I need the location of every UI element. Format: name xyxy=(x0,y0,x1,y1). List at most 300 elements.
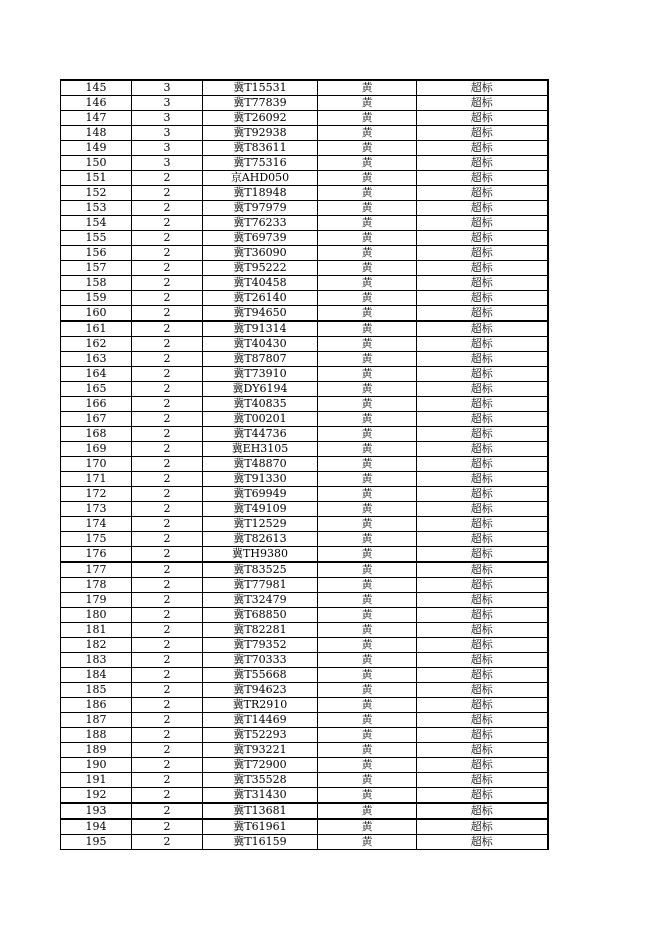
status-cell: 超标 xyxy=(417,773,548,788)
level-cell: 2 xyxy=(132,819,203,835)
row-number-cell: 154 xyxy=(61,216,132,231)
plate-color-cell: 黄 xyxy=(318,835,417,850)
plate-color-cell: 黄 xyxy=(318,728,417,743)
level-cell: 2 xyxy=(132,788,203,804)
plate-number-cell: 冀T61961 xyxy=(203,819,318,835)
row-number-cell: 173 xyxy=(61,502,132,517)
plate-color-cell: 黄 xyxy=(318,261,417,276)
level-cell: 2 xyxy=(132,306,203,322)
row-number-cell: 147 xyxy=(61,111,132,126)
plate-color-cell: 黄 xyxy=(318,608,417,623)
plate-number-cell: 冀T73910 xyxy=(203,367,318,382)
level-cell: 2 xyxy=(132,291,203,306)
level-cell: 2 xyxy=(132,502,203,517)
level-cell: 2 xyxy=(132,758,203,773)
plate-number-cell: 冀T40458 xyxy=(203,276,318,291)
level-cell: 2 xyxy=(132,186,203,201)
table-row xyxy=(61,743,548,758)
table-row xyxy=(61,668,548,683)
status-cell: 超标 xyxy=(417,367,548,382)
row-number-cell: 195 xyxy=(61,835,132,850)
status-cell: 超标 xyxy=(417,231,548,246)
status-cell: 超标 xyxy=(417,638,548,653)
table-row xyxy=(61,683,548,698)
plate-number-cell: 冀T94623 xyxy=(203,683,318,698)
plate-number-cell: 冀T69949 xyxy=(203,487,318,502)
status-cell: 超标 xyxy=(417,683,548,698)
status-cell: 超标 xyxy=(417,743,548,758)
plate-color-cell: 黄 xyxy=(318,156,417,171)
level-cell: 2 xyxy=(132,427,203,442)
row-number-cell: 156 xyxy=(61,246,132,261)
level-cell: 2 xyxy=(132,216,203,231)
table-row xyxy=(61,291,548,306)
plate-number-cell: 冀T97979 xyxy=(203,201,318,216)
plate-color-cell: 黄 xyxy=(318,562,417,578)
level-cell: 2 xyxy=(132,246,203,261)
plate-color-cell: 黄 xyxy=(318,276,417,291)
plate-color-cell: 黄 xyxy=(318,638,417,653)
level-cell: 2 xyxy=(132,442,203,457)
level-cell: 2 xyxy=(132,487,203,502)
table-row xyxy=(61,337,548,352)
table-row xyxy=(61,246,548,261)
plate-number-cell: 冀T91314 xyxy=(203,321,318,337)
table-body xyxy=(61,80,548,850)
status-cell: 超标 xyxy=(417,412,548,427)
table-row xyxy=(61,547,548,563)
plate-number-cell: 冀T92938 xyxy=(203,126,318,141)
plate-color-cell: 黄 xyxy=(318,758,417,773)
level-cell: 3 xyxy=(132,80,203,96)
plate-color-cell: 黄 xyxy=(318,578,417,593)
plate-color-cell: 黄 xyxy=(318,126,417,141)
plate-color-cell: 黄 xyxy=(318,442,417,457)
status-cell: 超标 xyxy=(417,80,548,96)
level-cell: 2 xyxy=(132,517,203,532)
status-cell: 超标 xyxy=(417,427,548,442)
plate-number-cell: 冀T76233 xyxy=(203,216,318,231)
level-cell: 2 xyxy=(132,201,203,216)
plate-number-cell: 冀T14469 xyxy=(203,713,318,728)
row-number-cell: 183 xyxy=(61,653,132,668)
table-row xyxy=(61,306,548,322)
row-number-cell: 161 xyxy=(61,321,132,337)
level-cell: 2 xyxy=(132,337,203,352)
row-number-cell: 185 xyxy=(61,683,132,698)
row-number-cell: 167 xyxy=(61,412,132,427)
status-cell: 超标 xyxy=(417,532,548,547)
status-cell: 超标 xyxy=(417,472,548,487)
plate-color-cell: 黄 xyxy=(318,472,417,487)
level-cell: 2 xyxy=(132,593,203,608)
plate-color-cell: 黄 xyxy=(318,141,417,156)
table-row xyxy=(61,126,548,141)
row-number-cell: 146 xyxy=(61,96,132,111)
row-number-cell: 145 xyxy=(61,80,132,96)
status-cell: 超标 xyxy=(417,713,548,728)
plate-color-cell: 黄 xyxy=(318,427,417,442)
status-cell: 超标 xyxy=(417,156,548,171)
status-cell: 超标 xyxy=(417,276,548,291)
table-row xyxy=(61,487,548,502)
status-cell: 超标 xyxy=(417,698,548,713)
row-number-cell: 194 xyxy=(61,819,132,835)
plate-color-cell: 黄 xyxy=(318,698,417,713)
plate-color-cell: 黄 xyxy=(318,457,417,472)
row-number-cell: 192 xyxy=(61,788,132,804)
row-number-cell: 163 xyxy=(61,352,132,367)
status-cell: 超标 xyxy=(417,261,548,276)
plate-color-cell: 黄 xyxy=(318,773,417,788)
status-cell: 超标 xyxy=(417,171,548,186)
status-cell: 超标 xyxy=(417,819,548,835)
table-row xyxy=(61,321,548,337)
table-row xyxy=(61,352,548,367)
row-number-cell: 160 xyxy=(61,306,132,322)
level-cell: 2 xyxy=(132,608,203,623)
plate-number-cell: 冀T52293 xyxy=(203,728,318,743)
plate-color-cell: 黄 xyxy=(318,352,417,367)
row-number-cell: 159 xyxy=(61,291,132,306)
status-cell: 超标 xyxy=(417,201,548,216)
level-cell: 2 xyxy=(132,803,203,819)
plate-color-cell: 黄 xyxy=(318,788,417,804)
row-number-cell: 169 xyxy=(61,442,132,457)
level-cell: 2 xyxy=(132,547,203,563)
plate-number-cell: 冀T36090 xyxy=(203,246,318,261)
plate-color-cell: 黄 xyxy=(318,111,417,126)
level-cell: 2 xyxy=(132,532,203,547)
table-row xyxy=(61,457,548,472)
table-row xyxy=(61,803,548,819)
plate-color-cell: 黄 xyxy=(318,80,417,96)
level-cell: 2 xyxy=(132,728,203,743)
table-row xyxy=(61,835,548,850)
plate-number-cell: 冀T32479 xyxy=(203,593,318,608)
plate-number-cell: 冀T77839 xyxy=(203,96,318,111)
table-row xyxy=(61,186,548,201)
plate-color-cell: 黄 xyxy=(318,668,417,683)
status-cell: 超标 xyxy=(417,352,548,367)
plate-number-cell: 冀T48870 xyxy=(203,457,318,472)
level-cell: 2 xyxy=(132,683,203,698)
status-cell: 超标 xyxy=(417,246,548,261)
status-cell: 超标 xyxy=(417,623,548,638)
plate-color-cell: 黄 xyxy=(318,713,417,728)
plate-number-cell: 冀T40430 xyxy=(203,337,318,352)
level-cell: 2 xyxy=(132,261,203,276)
table-row xyxy=(61,96,548,111)
table-row xyxy=(61,171,548,186)
status-cell: 超标 xyxy=(417,578,548,593)
level-cell: 2 xyxy=(132,638,203,653)
plate-number-cell: 冀T55668 xyxy=(203,668,318,683)
plate-number-cell: 冀T15531 xyxy=(203,80,318,96)
row-number-cell: 148 xyxy=(61,126,132,141)
level-cell: 2 xyxy=(132,171,203,186)
plate-color-cell: 黄 xyxy=(318,819,417,835)
row-number-cell: 165 xyxy=(61,382,132,397)
table-row xyxy=(61,698,548,713)
table-row xyxy=(61,141,548,156)
plate-number-cell: 冀T44736 xyxy=(203,427,318,442)
plate-number-cell: 冀T49109 xyxy=(203,502,318,517)
level-cell: 3 xyxy=(132,156,203,171)
plate-number-cell: 冀EH3105 xyxy=(203,442,318,457)
plate-color-cell: 黄 xyxy=(318,412,417,427)
plate-number-cell: 冀T75316 xyxy=(203,156,318,171)
level-cell: 2 xyxy=(132,412,203,427)
row-number-cell: 180 xyxy=(61,608,132,623)
status-cell: 超标 xyxy=(417,803,548,819)
plate-color-cell: 黄 xyxy=(318,683,417,698)
table-row xyxy=(61,412,548,427)
table-row xyxy=(61,623,548,638)
plate-color-cell: 黄 xyxy=(318,216,417,231)
plate-color-cell: 黄 xyxy=(318,743,417,758)
row-number-cell: 150 xyxy=(61,156,132,171)
status-cell: 超标 xyxy=(417,126,548,141)
row-number-cell: 189 xyxy=(61,743,132,758)
row-number-cell: 149 xyxy=(61,141,132,156)
row-number-cell: 178 xyxy=(61,578,132,593)
row-number-cell: 190 xyxy=(61,758,132,773)
table-row xyxy=(61,502,548,517)
level-cell: 2 xyxy=(132,562,203,578)
level-cell: 2 xyxy=(132,397,203,412)
plate-color-cell: 黄 xyxy=(318,397,417,412)
status-cell: 超标 xyxy=(417,111,548,126)
level-cell: 3 xyxy=(132,111,203,126)
table-row xyxy=(61,593,548,608)
plate-number-cell: 冀T13681 xyxy=(203,803,318,819)
plate-number-cell: 冀T95222 xyxy=(203,261,318,276)
plate-number-cell: 冀T94650 xyxy=(203,306,318,322)
plate-color-cell: 黄 xyxy=(318,306,417,322)
plate-color-cell: 黄 xyxy=(318,382,417,397)
table-row xyxy=(61,156,548,171)
plate-number-cell: 冀T82613 xyxy=(203,532,318,547)
level-cell: 2 xyxy=(132,382,203,397)
row-number-cell: 174 xyxy=(61,517,132,532)
plate-number-cell: 冀T16159 xyxy=(203,835,318,850)
status-cell: 超标 xyxy=(417,397,548,412)
status-cell: 超标 xyxy=(417,653,548,668)
row-number-cell: 191 xyxy=(61,773,132,788)
table-row xyxy=(61,562,548,578)
table-row xyxy=(61,758,548,773)
table-row xyxy=(61,442,548,457)
row-number-cell: 193 xyxy=(61,803,132,819)
table-row xyxy=(61,261,548,276)
plate-number-cell: 冀TH9380 xyxy=(203,547,318,563)
status-cell: 超标 xyxy=(417,141,548,156)
level-cell: 3 xyxy=(132,141,203,156)
status-cell: 超标 xyxy=(417,96,548,111)
plate-color-cell: 黄 xyxy=(318,201,417,216)
plate-number-cell: 冀T18948 xyxy=(203,186,318,201)
row-number-cell: 175 xyxy=(61,532,132,547)
plate-color-cell: 黄 xyxy=(318,171,417,186)
row-number-cell: 157 xyxy=(61,261,132,276)
row-number-cell: 186 xyxy=(61,698,132,713)
table-row xyxy=(61,397,548,412)
status-cell: 超标 xyxy=(417,487,548,502)
status-cell: 超标 xyxy=(417,593,548,608)
row-number-cell: 181 xyxy=(61,623,132,638)
table-row xyxy=(61,472,548,487)
level-cell: 2 xyxy=(132,321,203,337)
status-cell: 超标 xyxy=(417,758,548,773)
plate-color-cell: 黄 xyxy=(318,321,417,337)
level-cell: 2 xyxy=(132,743,203,758)
spreadsheet-page xyxy=(60,79,549,850)
row-number-cell: 172 xyxy=(61,487,132,502)
row-number-cell: 184 xyxy=(61,668,132,683)
plate-color-cell: 黄 xyxy=(318,337,417,352)
plate-number-cell: 冀T91330 xyxy=(203,472,318,487)
level-cell: 3 xyxy=(132,126,203,141)
table-row xyxy=(61,80,548,96)
plate-color-cell: 黄 xyxy=(318,367,417,382)
table-row xyxy=(61,819,548,835)
plate-color-cell: 黄 xyxy=(318,96,417,111)
row-number-cell: 187 xyxy=(61,713,132,728)
table-row xyxy=(61,653,548,668)
plate-color-cell: 黄 xyxy=(318,502,417,517)
table-row xyxy=(61,578,548,593)
row-number-cell: 158 xyxy=(61,276,132,291)
status-cell: 超标 xyxy=(417,337,548,352)
plate-color-cell: 黄 xyxy=(318,231,417,246)
row-number-cell: 170 xyxy=(61,457,132,472)
level-cell: 2 xyxy=(132,623,203,638)
status-cell: 超标 xyxy=(417,547,548,563)
plate-color-cell: 黄 xyxy=(318,532,417,547)
level-cell: 3 xyxy=(132,96,203,111)
status-cell: 超标 xyxy=(417,608,548,623)
table-row xyxy=(61,773,548,788)
level-cell: 2 xyxy=(132,276,203,291)
vehicle-table xyxy=(60,79,549,850)
level-cell: 2 xyxy=(132,668,203,683)
plate-number-cell: 冀T35528 xyxy=(203,773,318,788)
plate-color-cell: 黄 xyxy=(318,517,417,532)
table-row xyxy=(61,201,548,216)
row-number-cell: 166 xyxy=(61,397,132,412)
status-cell: 超标 xyxy=(417,442,548,457)
row-number-cell: 182 xyxy=(61,638,132,653)
row-number-cell: 176 xyxy=(61,547,132,563)
status-cell: 超标 xyxy=(417,668,548,683)
plate-number-cell: 冀T69739 xyxy=(203,231,318,246)
plate-color-cell: 黄 xyxy=(318,246,417,261)
level-cell: 2 xyxy=(132,713,203,728)
plate-number-cell: 冀T31430 xyxy=(203,788,318,804)
plate-number-cell: 京AHD050 xyxy=(203,171,318,186)
status-cell: 超标 xyxy=(417,382,548,397)
status-cell: 超标 xyxy=(417,306,548,322)
row-number-cell: 153 xyxy=(61,201,132,216)
plate-number-cell: 冀T00201 xyxy=(203,412,318,427)
level-cell: 2 xyxy=(132,698,203,713)
row-number-cell: 179 xyxy=(61,593,132,608)
plate-color-cell: 黄 xyxy=(318,623,417,638)
status-cell: 超标 xyxy=(417,321,548,337)
plate-number-cell: 冀T82281 xyxy=(203,623,318,638)
table-row xyxy=(61,216,548,231)
plate-color-cell: 黄 xyxy=(318,653,417,668)
table-row xyxy=(61,427,548,442)
row-number-cell: 177 xyxy=(61,562,132,578)
level-cell: 2 xyxy=(132,472,203,487)
row-number-cell: 171 xyxy=(61,472,132,487)
status-cell: 超标 xyxy=(417,457,548,472)
status-cell: 超标 xyxy=(417,562,548,578)
level-cell: 2 xyxy=(132,457,203,472)
level-cell: 2 xyxy=(132,231,203,246)
plate-color-cell: 黄 xyxy=(318,547,417,563)
table-row xyxy=(61,517,548,532)
status-cell: 超标 xyxy=(417,291,548,306)
status-cell: 超标 xyxy=(417,788,548,804)
plate-number-cell: 冀T70333 xyxy=(203,653,318,668)
plate-number-cell: 冀T83525 xyxy=(203,562,318,578)
plate-color-cell: 黄 xyxy=(318,186,417,201)
table-row xyxy=(61,788,548,804)
plate-number-cell: 冀T77981 xyxy=(203,578,318,593)
level-cell: 2 xyxy=(132,773,203,788)
table-row xyxy=(61,231,548,246)
status-cell: 超标 xyxy=(417,517,548,532)
plate-number-cell: 冀T93221 xyxy=(203,743,318,758)
table-row xyxy=(61,382,548,397)
status-cell: 超标 xyxy=(417,186,548,201)
table-row xyxy=(61,111,548,126)
plate-number-cell: 冀T26092 xyxy=(203,111,318,126)
status-cell: 超标 xyxy=(417,216,548,231)
plate-number-cell: 冀T68850 xyxy=(203,608,318,623)
plate-number-cell: 冀T87807 xyxy=(203,352,318,367)
row-number-cell: 151 xyxy=(61,171,132,186)
table-row xyxy=(61,728,548,743)
table-row xyxy=(61,367,548,382)
table-row xyxy=(61,638,548,653)
row-number-cell: 168 xyxy=(61,427,132,442)
table-row xyxy=(61,608,548,623)
level-cell: 2 xyxy=(132,367,203,382)
level-cell: 2 xyxy=(132,578,203,593)
row-number-cell: 188 xyxy=(61,728,132,743)
level-cell: 2 xyxy=(132,352,203,367)
plate-number-cell: 冀DY6194 xyxy=(203,382,318,397)
plate-color-cell: 黄 xyxy=(318,593,417,608)
row-number-cell: 155 xyxy=(61,231,132,246)
table-row xyxy=(61,276,548,291)
plate-number-cell: 冀T72900 xyxy=(203,758,318,773)
table-row xyxy=(61,532,548,547)
status-cell: 超标 xyxy=(417,728,548,743)
level-cell: 2 xyxy=(132,653,203,668)
plate-color-cell: 黄 xyxy=(318,487,417,502)
plate-number-cell: 冀T79352 xyxy=(203,638,318,653)
status-cell: 超标 xyxy=(417,502,548,517)
row-number-cell: 164 xyxy=(61,367,132,382)
plate-color-cell: 黄 xyxy=(318,291,417,306)
level-cell: 2 xyxy=(132,835,203,850)
plate-number-cell: 冀T12529 xyxy=(203,517,318,532)
